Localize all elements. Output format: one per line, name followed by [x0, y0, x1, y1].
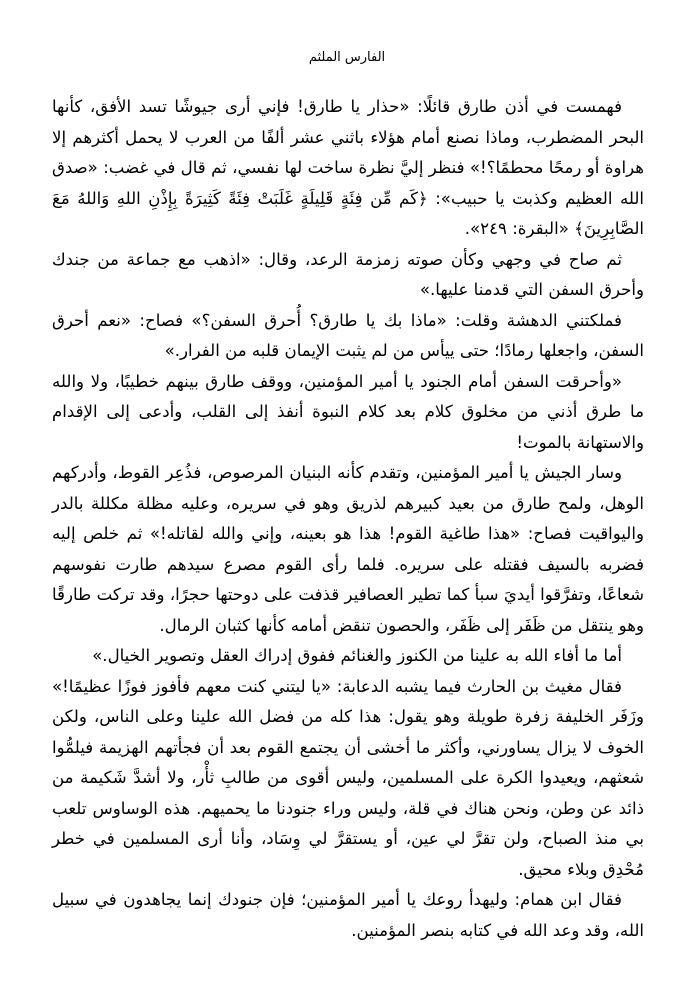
paragraph: فهمست في أذن طارق قائلًا: «حذار يا طارق! فإني أرى جيوشًا تسد الأفق، كأنها البحر المضطرب، وماذا نصنع أمام هؤلاء باثني عشر ألفًا من العرب لا يحمل أكثرهم إلا هراوة أو رمحًا محطمًا؟!» فنظر إليَّ نظرة ساخت لها نفسي، ثم قال في غضب: «صدق الله العظيم وكذبت يا حبيب»: ﴿كَم مِّن فِئَةٍ قَلِيلَةٍ غَلَبَتْ فِئَةً كَثِيرَةً بِإِذْنِ اللهِ وَاللهُ مَعَ الصَّابِرِينَ﴾ «البقرة: ٢٤٩». [52, 97, 644, 238]
body-text [52, 92, 644, 946]
paragraph: ثم صاح في وجهي وكأن صوته زمزمة الرعد، وقال: «اذهب مع جماعة من جندك وأحرق السفن التي قدمنا عليها.» [52, 249, 644, 299]
paragraph: أما ما أفاء الله به علينا من الكنوز والغنائم ففوق إدراك العقل وتصوير الخيال.» [92, 646, 622, 665]
paragraph: فملكتني الدهشة وقلت: «ماذا بك يا طارق؟ أُحرق السفن؟» فصاح: «نعم أحرق السفن، واجعلها رمادًا؛ حتى ييأس من لم يثبت الإيمان قلبه من الفرار.» [52, 310, 644, 360]
paragraph: وسار الجيش يا أمير المؤمنين، وتقدم كأنه البنيان المرصوص، فذُعِر القوط، وأدركهم الوهل، ولمح طارق من بعيد كبيرهم لذريق وهو في سريره، وعليه مظلة مكللة بالدر واليواقيت فصاح: «هذا طاغية القوم! هذا هو بعينه، وإني والله لقاتله!» ثم خلص إليه فضربه بالسيف فقتله على سريره. فلما رأى القوم مصرع سيدهم طارت نفوسهم شعاعًا، وتفرَّقوا أيديَ سبأ كما تطير العصافير قذفت على دوحتها حجرًا، وقد تركت طارقًا وهو ينتقل من ظَفَر إلى ظَفَر، والحصون تنقض أمامه كأنها كثبان الرمال. [52, 463, 644, 635]
paragraph: فقال مغيث بن الحارث فيما يشبه الدعابة: «يا ليتني كنت معهم فأفوز فوزًا عظيمًا!» وزَفَر الخليفة زفرة طويلة وهو يقول: هذا كله من فضل الله علينا وعلى الناس، ولكن الخوف لا يزال يساورني، وأكثر ما أخشى أن يجتمع القوم بعد أن فجأتهم الهزيمة فيلمُّوا شعثهم، ويعيدوا الكرة على المسلمين، وليس أقوى من طالبِ ثأْر، ولا أشدَّ شَكيمة من ذائد عن وطن، ونحن هناك في قلة، وليس وراء جنودنا ما يحميهم. هذه الوساوس تلعب بي منذ الصباح، ولن تقرَّ لي عين، أو يستقرَّ لي وِسَاد، وأنا أرى المسلمين في خطر مُحْدِق وبلاء محيق. [52, 676, 644, 879]
paragraph: «وأحرقت السفن أمام الجنود يا أمير المؤمنين، ووقف طارق بينهم خطيبًا، ولا والله ما طرق أذني من مخلوق كلام بعد كلام النبوة أنفذ إلى القلب، وأدعى إلى الإقدام والاستهانة بالموت! [52, 371, 644, 452]
running-title: الفارس الملثم [308, 50, 386, 65]
paragraph: فقال ابن همام: وليهدأ روعك يا أمير المؤمنين؛ فإن جنودك إنما يجاهدون في سبيل الله، وقد وعد الله في كتابه بنصر المؤمنين. [52, 890, 644, 940]
